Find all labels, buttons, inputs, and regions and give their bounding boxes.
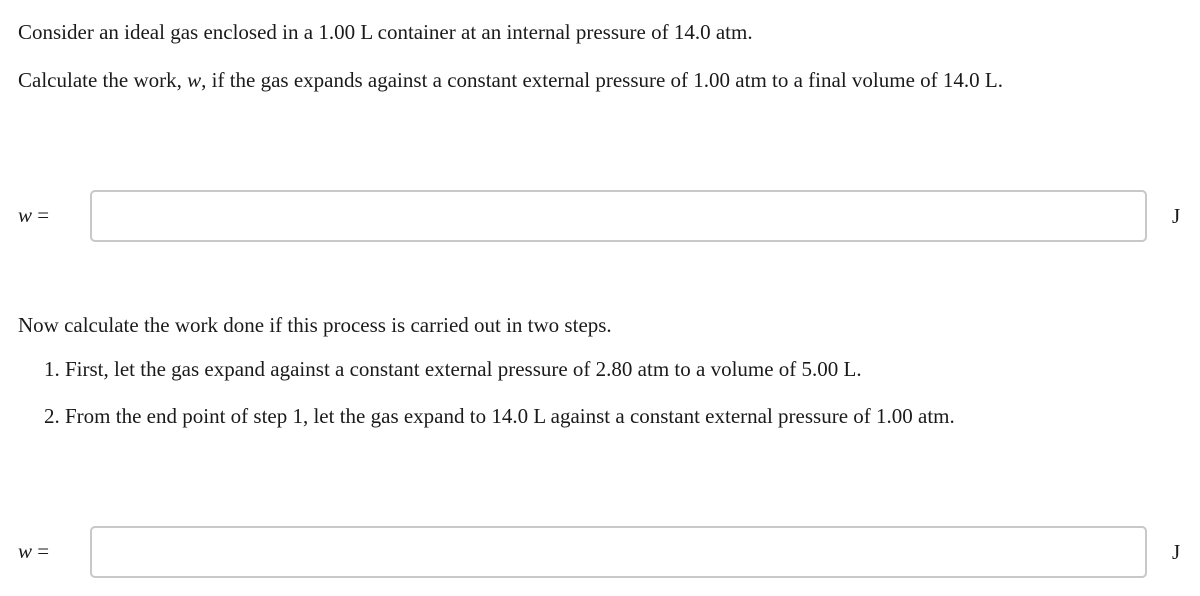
answer-1-input[interactable] bbox=[90, 190, 1147, 242]
prompt-variable-w: w bbox=[187, 68, 202, 92]
answer-1-unit: J bbox=[1172, 204, 1181, 228]
step-2: 2. From the end point of step 1, let the gas expand to 14.0 L against a constant external pressure of 1.00 atm. bbox=[44, 404, 955, 428]
answer-1-equals: = bbox=[32, 203, 50, 227]
answer-2-input[interactable] bbox=[90, 526, 1147, 578]
prompt-text-before: Calculate the work, bbox=[18, 68, 188, 92]
step-1: 1. First, let the gas expand against a constant external pressure of 2.80 atm to a volume of 5.00 L. bbox=[44, 357, 862, 381]
prompt-text-after: , if the gas expands against a constant external pressure of 1.00 atm to a final volume of 14.0 L. bbox=[201, 68, 1003, 92]
answer-2-unit: J bbox=[1172, 540, 1181, 564]
question-prompt bbox=[18, 67, 1003, 93]
question-intro: Consider an ideal gas enclosed in a 1.00 L container at an internal pressure of 14.0 atm. bbox=[18, 20, 753, 44]
answer-2-equals: = bbox=[32, 539, 50, 563]
two-step-intro: Now calculate the work done if this process is carried out in two steps. bbox=[18, 313, 612, 337]
answer-1-label bbox=[18, 202, 49, 228]
answer-2-variable: w bbox=[18, 539, 33, 563]
answer-2-label bbox=[18, 538, 49, 564]
answer-1-variable: w bbox=[18, 203, 33, 227]
answer-row-1 bbox=[0, 190, 1200, 242]
answer-row-2 bbox=[0, 526, 1200, 578]
